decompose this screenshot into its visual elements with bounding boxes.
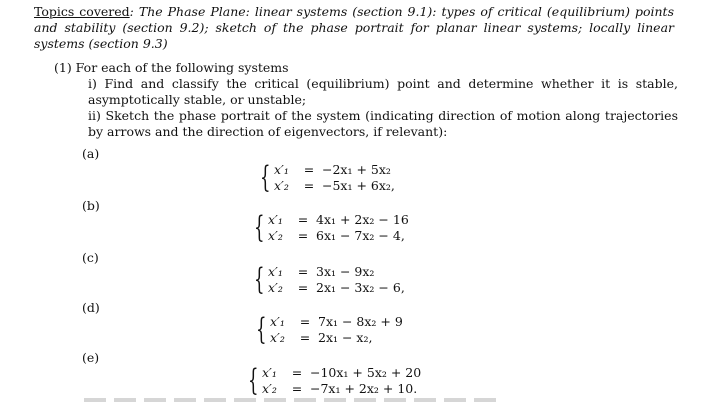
item-ii: ii) Sketch the phase portrait of the system (indicating direction of motion along trajectories by arrows and the direction of eigenvectors, if relevant): (88, 108, 678, 139)
equation-d-1: x′₁ = 7x₁ − 8x₂ + 9 (270, 314, 403, 329)
equation-a-1: x′₁ = −2x₁ + 5x₂ (274, 162, 391, 177)
part-label-a: (a) (82, 146, 100, 161)
cut-off-next-line (84, 398, 504, 402)
equation-a-2: x′₂ = −5x₁ + 6x₂, (274, 178, 395, 193)
brace-b: { (254, 210, 265, 245)
topics-paragraph (34, 4, 674, 52)
topics-text: : The Phase Plane: linear systems (section 9.1): types of critical (equilibrium) points and stability (section 9.2); sketch of the phase portrait for planar linear systems; locally linear systems (section 9.3) (34, 4, 674, 51)
problem-intro: (1) For each of the following systems (54, 60, 289, 75)
brace-a: { (260, 160, 271, 195)
part-label-b: (b) (82, 198, 100, 213)
equation-b-2: x′₂ = 6x₁ − 7x₂ − 4, (268, 228, 405, 243)
brace-c: { (254, 262, 265, 297)
part-label-d: (d) (82, 300, 100, 315)
equation-b-1: x′₁ = 4x₁ + 2x₂ − 16 (268, 212, 409, 227)
brace-d: { (256, 312, 267, 347)
equation-c-2: x′₂ = 2x₁ − 3x₂ − 6, (268, 280, 405, 295)
topics-label: Topics covered (34, 4, 130, 19)
equation-e-2: x′₂ = −7x₁ + 2x₂ + 10. (262, 381, 418, 396)
item-i: i) Find and classify the critical (equilibrium) point and determine whether it is stable, asymptotically stable, or unstable; (88, 76, 678, 107)
equation-c-1: x′₁ = 3x₁ − 9x₂ (268, 264, 375, 279)
equation-d-2: x′₂ = 2x₁ − x₂, (270, 330, 373, 345)
part-label-e: (e) (82, 350, 100, 365)
brace-e: { (248, 363, 259, 398)
equation-e-1: x′₁ = −10x₁ + 5x₂ + 20 (262, 365, 422, 380)
part-label-c: (c) (82, 250, 99, 265)
